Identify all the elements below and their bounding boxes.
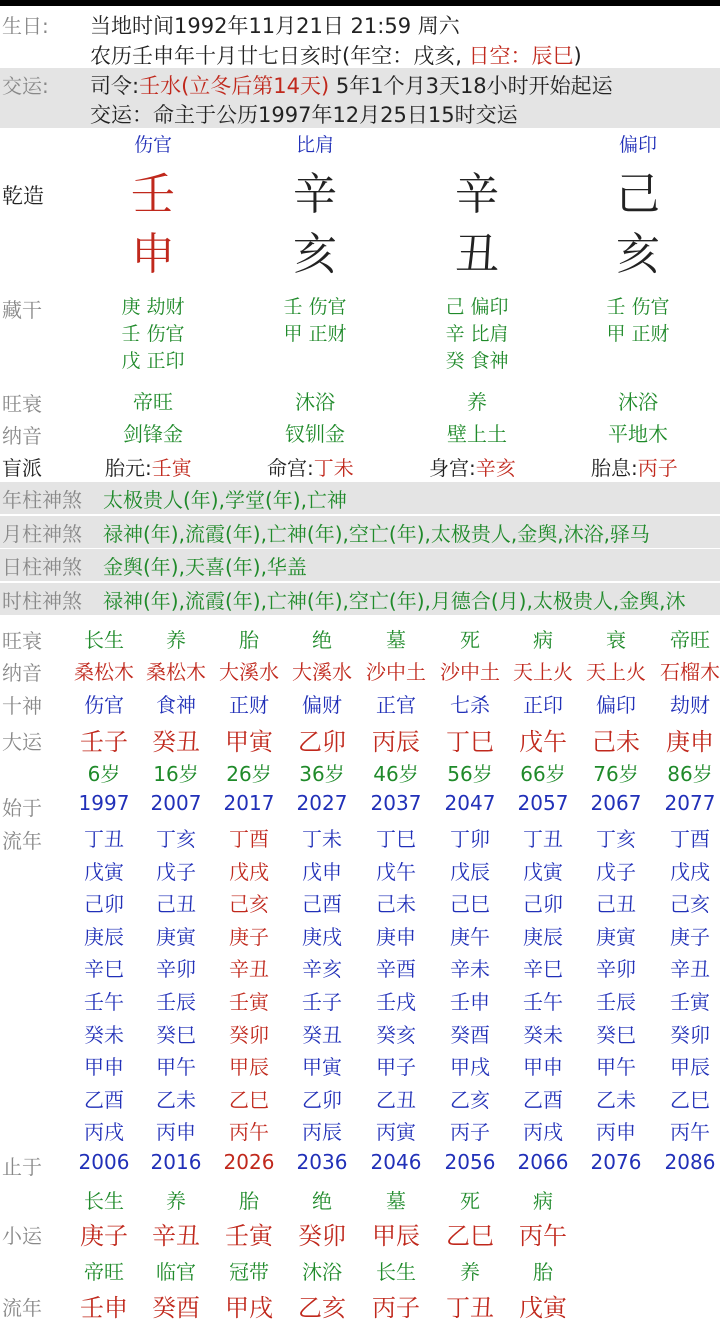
- dayun-pillar: 癸丑: [152, 728, 200, 756]
- liunian-cell[interactable]: 己卯: [84, 892, 124, 917]
- liunian-cell[interactable]: 乙酉: [84, 1087, 124, 1112]
- liunian-cell[interactable]: 丙辰: [302, 1120, 342, 1145]
- siling: [90, 70, 613, 100]
- nayin-label: 纳音: [2, 424, 42, 448]
- dayun-end-year: 2016: [150, 1150, 202, 1174]
- liunian-cell[interactable]: 癸亥: [376, 1022, 416, 1047]
- liunian-cell[interactable]: 癸巳: [156, 1022, 196, 1047]
- dayun-state-label: 旺衰: [2, 629, 42, 653]
- pillar-state: 帝旺: [133, 390, 173, 414]
- local-time: 当地时间1992年11月21日 21:59 周六: [90, 14, 460, 38]
- dayun-pillar: 乙卯: [298, 728, 346, 756]
- xiaoyun-state-top: 长生: [84, 1189, 124, 1213]
- dayun-state: 衰: [606, 628, 626, 652]
- shensha-label: 年柱神煞: [2, 488, 82, 512]
- dayun-god: 偏印: [596, 693, 636, 717]
- dayun-nayin: 沙中土: [366, 660, 426, 684]
- liunian-cell[interactable]: 甲午: [596, 1055, 636, 1080]
- blind-value: 壬寅: [151, 456, 192, 480]
- xiaoyun-year: 壬申: [80, 1294, 128, 1322]
- dayun-age: 76岁: [593, 762, 639, 786]
- liunian-cell[interactable]: 甲辰: [670, 1055, 710, 1080]
- shensha-text: 禄神(年),流霞(年),亡神(年),空亡(年),太极贵人,金舆,沐浴,驿马: [103, 521, 650, 546]
- dayun-pillar: 甲寅: [225, 728, 273, 756]
- dayun-god: 正印: [523, 693, 563, 717]
- dayun-pillar: 丁巳: [446, 728, 494, 756]
- dayun-age: 6岁: [87, 762, 121, 786]
- blind-label: 盲派: [2, 456, 42, 480]
- xiaoyun-pillar: 辛丑: [152, 1222, 200, 1250]
- xiaoyun-state-top: 墓: [386, 1189, 406, 1213]
- birth-info: [0, 6, 720, 68]
- dayun-state: 病: [533, 628, 553, 652]
- liunian-cell[interactable]: 壬午: [84, 990, 124, 1014]
- liunian-cell[interactable]: 丁卯: [450, 827, 490, 851]
- hidden-stem: 辛 比肩: [445, 323, 509, 345]
- liunian-cell[interactable]: 戊寅: [523, 859, 563, 884]
- liunian-cell[interactable]: 庚戌: [302, 924, 342, 949]
- xiaoyun-state-top: 绝: [312, 1189, 332, 1213]
- pillar-nayin: 剑锋金: [123, 422, 183, 446]
- liunian-cell[interactable]: 辛丑: [670, 957, 710, 982]
- xiaoyun-label: 小运: [2, 1224, 42, 1248]
- xiaoyun-year: 戊寅: [519, 1294, 567, 1322]
- dayun-nayin: 沙中土: [440, 660, 500, 684]
- liunian-cell[interactable]: 辛丑: [229, 957, 269, 982]
- liunian-cell[interactable]: 辛未: [450, 957, 490, 982]
- pillar-state: 沐浴: [295, 390, 335, 414]
- blind-value: 丙子: [637, 456, 678, 480]
- liunian-cell[interactable]: 丙午: [670, 1120, 710, 1145]
- liunian-cell[interactable]: 癸巳: [596, 1022, 636, 1047]
- ten-god-label: 伤官: [133, 134, 172, 156]
- xiaoyun-state-bottom: 帝旺: [84, 1260, 124, 1284]
- dayun-pillar: 庚申: [666, 728, 714, 756]
- liunian-cell[interactable]: 庚寅: [156, 924, 196, 949]
- siling-suffix: 5年1个月3天18小时开始起运: [329, 74, 613, 98]
- hidden-stem: 癸 食神: [445, 350, 509, 372]
- dayun-state: 长生: [84, 628, 124, 652]
- liunian-cell[interactable]: 己亥: [229, 892, 269, 917]
- xiaoyun-state-bottom: 养: [460, 1260, 480, 1284]
- liunian-cell[interactable]: 己亥: [670, 892, 710, 917]
- liunian-cell[interactable]: 壬戌: [376, 990, 416, 1014]
- ten-god-label: 偏印: [618, 134, 657, 156]
- liunian-cell[interactable]: 甲子: [376, 1055, 416, 1080]
- dayun-end-year: 2036: [296, 1150, 348, 1174]
- liunian-cell[interactable]: 庚辰: [523, 924, 563, 949]
- liunian-cell[interactable]: 癸卯: [670, 1022, 710, 1047]
- shensha-label: 月柱神煞: [2, 521, 82, 546]
- blind-item: [267, 452, 354, 481]
- shensha-text: 禄神(年),流霞(年),亡神(年),空亡(年),月德合(月),太极贵人,金舆,沐: [103, 588, 686, 613]
- lunar-prefix: 农历壬申年十月廿七日亥时(年空：戌亥,: [90, 44, 469, 68]
- hidden-stem: 甲 正财: [283, 323, 347, 345]
- liunian-cell[interactable]: 戊午: [376, 859, 416, 884]
- dayun-nayin: 天上火: [513, 660, 573, 684]
- blind-key: 身宫:: [429, 456, 476, 480]
- xiaoyun-pillar: 壬寅: [225, 1222, 273, 1250]
- xiaoyun-pillar: 癸卯: [298, 1222, 346, 1250]
- dayun-state: 养: [166, 628, 186, 652]
- luck-label: 交运:: [2, 74, 49, 98]
- liunian-cell[interactable]: 丁巳: [376, 827, 416, 851]
- liunian-cell[interactable]: 乙酉: [523, 1087, 563, 1112]
- liunian-cell[interactable]: 丙午: [229, 1120, 269, 1145]
- pillar-nayin: 壁上土: [447, 422, 507, 446]
- liunian-cell[interactable]: 戊戌: [229, 859, 269, 884]
- dayun-nayin: 桑松木: [74, 660, 134, 684]
- liunian-cell[interactable]: 庚寅: [596, 924, 636, 949]
- liunian-cell[interactable]: 丁丑: [84, 827, 124, 851]
- xiaoyun-year: 甲戌: [225, 1294, 273, 1322]
- ten-god-label: 比肩: [295, 134, 334, 156]
- dayun-god-label: 十神: [2, 694, 42, 718]
- liunian-cell[interactable]: 乙巳: [670, 1087, 710, 1112]
- blind-item: [591, 452, 678, 481]
- dayun-state: 胎: [239, 628, 259, 652]
- dayun-end-year: 2076: [590, 1150, 642, 1174]
- shensha-row: [0, 516, 720, 548]
- lunar-suffix: ): [573, 44, 582, 68]
- dayun-pillar: 壬子: [80, 728, 128, 756]
- dayun-god: 食神: [156, 693, 196, 717]
- shensha-text: 太极贵人(年),学堂(年),亡神: [103, 488, 347, 512]
- liunian-cell[interactable]: 丙子: [450, 1120, 490, 1145]
- dayun-start-year: 1997: [78, 791, 130, 815]
- dayun-start-year: 2027: [296, 791, 348, 815]
- dayun-liunian-label: 流年: [2, 829, 42, 853]
- liunian-cell[interactable]: 戊辰: [450, 859, 490, 884]
- liunian-cell[interactable]: 庚子: [670, 924, 710, 949]
- dayun-god: 七杀: [450, 693, 490, 717]
- liunian-cell[interactable]: 丙申: [156, 1120, 196, 1145]
- dayun-end-year: 2046: [370, 1150, 422, 1174]
- shensha-row: [0, 583, 720, 615]
- liunian-cell[interactable]: 辛亥: [302, 957, 342, 982]
- liunian-cell[interactable]: 癸丑: [302, 1022, 342, 1047]
- liunian-cell[interactable]: 癸卯: [229, 1022, 269, 1047]
- dayun-nayin: 大溪水: [292, 660, 352, 684]
- hidden-stem: 壬 伤官: [283, 296, 347, 318]
- liunian-cell[interactable]: 乙未: [156, 1087, 196, 1112]
- liunian-cell[interactable]: 甲申: [84, 1055, 124, 1080]
- dayun-state: 死: [460, 628, 480, 652]
- liunian-cell[interactable]: 乙巳: [229, 1087, 269, 1112]
- dayun-pillar: 戊午: [519, 728, 567, 756]
- xiaoyun-pillar: 庚子: [80, 1222, 128, 1250]
- dayun-god: 劫财: [670, 693, 710, 717]
- blind-value: 丁未: [313, 456, 354, 480]
- liunian-cell[interactable]: 癸酉: [450, 1022, 490, 1047]
- liunian-cell[interactable]: 戊子: [156, 859, 196, 884]
- pillar-nayin: 钗钏金: [285, 422, 345, 446]
- gender-label: 乾造: [2, 184, 44, 208]
- dayun-start-year: 2077: [664, 791, 716, 815]
- xiaoyun-state-bottom: 胎: [533, 1260, 553, 1284]
- liunian-cell[interactable]: 丙申: [596, 1120, 636, 1145]
- dayun-start-year: 2047: [444, 791, 496, 815]
- liunian-cell[interactable]: 戊子: [596, 859, 636, 884]
- luck-info: [0, 68, 720, 128]
- liunian-cell[interactable]: 丁丑: [523, 827, 563, 851]
- shensha-label: 日柱神煞: [2, 555, 82, 579]
- dayun-end-year: 2026: [223, 1150, 275, 1174]
- liunian-cell[interactable]: 己酉: [302, 892, 342, 917]
- liunian-cell[interactable]: 甲戌: [450, 1055, 490, 1080]
- liunian-cell[interactable]: 戊寅: [84, 859, 124, 884]
- dayun-god: 偏财: [302, 693, 342, 717]
- xiaoyun-state-top: 死: [460, 1189, 480, 1213]
- dayun-end-label: 止于: [2, 1155, 42, 1179]
- liunian-cell[interactable]: 丁未: [302, 827, 342, 851]
- xiaoyun-pillar: 甲辰: [372, 1222, 420, 1250]
- dayun-state: 墓: [386, 628, 406, 652]
- shensha-label: 时柱神煞: [2, 588, 82, 613]
- dayun-end-year: 2086: [664, 1150, 716, 1174]
- liunian-cell[interactable]: 庚申: [376, 924, 416, 949]
- dayun-age: 56岁: [447, 762, 493, 786]
- hidden-stem: 戊 正印: [121, 350, 185, 372]
- liunian-cell[interactable]: 壬辰: [156, 990, 196, 1014]
- day-void: 日空：辰巳: [468, 44, 574, 68]
- liunian-cell[interactable]: 丁亥: [156, 827, 196, 851]
- dayun-state: 绝: [312, 628, 332, 652]
- hidden-stem: 壬 伤官: [121, 323, 185, 345]
- shensha-row: [0, 549, 720, 581]
- xiaoyun-state-top: 养: [166, 1189, 186, 1213]
- liunian-cell[interactable]: 乙未: [596, 1087, 636, 1112]
- liunian-cell[interactable]: 丁酉: [670, 827, 710, 851]
- liunian-cell[interactable]: 壬申: [450, 990, 490, 1014]
- siling-prefix: 司令:: [90, 74, 140, 98]
- liunian-cell[interactable]: 丁酉: [229, 827, 269, 851]
- shensha-row: [0, 482, 720, 514]
- hidden-label: 藏干: [2, 298, 42, 322]
- earthly-branch: 申: [131, 229, 175, 280]
- lunar-date: [90, 40, 582, 70]
- liunian-cell[interactable]: 己丑: [596, 892, 636, 917]
- dayun-nayin: 石榴木: [660, 660, 720, 684]
- dayun-start-year: 2037: [370, 791, 422, 815]
- liunian-cell[interactable]: 庚子: [229, 924, 269, 949]
- liunian-cell[interactable]: 甲寅: [302, 1055, 342, 1080]
- liunian-cell[interactable]: 丙寅: [376, 1120, 416, 1145]
- liunian-cell[interactable]: 癸未: [523, 1022, 563, 1047]
- jiaoyun: 交运：命主于公历1997年12月25日15时交运: [90, 103, 518, 127]
- liunian-cell[interactable]: 庚辰: [84, 924, 124, 949]
- blind-item: [429, 452, 516, 481]
- blind-key: 胎元:: [105, 456, 152, 480]
- dayun-end-year: 2056: [444, 1150, 496, 1174]
- pillar-nayin: 平地木: [608, 422, 668, 446]
- xiaoyun-year: 癸酉: [152, 1294, 200, 1322]
- hidden-stem: 甲 正财: [606, 323, 670, 345]
- dayun-nayin: 大溪水: [219, 660, 279, 684]
- xiaoyun-year: 丁丑: [446, 1294, 494, 1322]
- liunian-cell[interactable]: 辛卯: [156, 957, 196, 982]
- liunian-cell[interactable]: 乙亥: [450, 1087, 490, 1112]
- dayun-end-year: 2066: [517, 1150, 569, 1174]
- dayun-age: 36岁: [299, 762, 345, 786]
- blind-key: 胎息:: [591, 456, 638, 480]
- liunian-cell[interactable]: 壬寅: [670, 990, 710, 1014]
- liunian-cell[interactable]: 甲辰: [229, 1055, 269, 1080]
- liunian-cell[interactable]: 戊申: [302, 859, 342, 884]
- dayun-god: 正财: [229, 693, 269, 717]
- liunian-cell[interactable]: 辛巳: [523, 957, 563, 982]
- pillar-state: 沐浴: [618, 390, 658, 414]
- liunian-cell[interactable]: 癸未: [84, 1022, 124, 1047]
- dayun-start-year: 2067: [590, 791, 642, 815]
- state-label: 旺衰: [2, 392, 42, 416]
- liunian-cell[interactable]: 壬寅: [229, 990, 269, 1014]
- liunian-cell[interactable]: 辛巳: [84, 957, 124, 982]
- heavenly-stem: 壬: [131, 169, 175, 220]
- dayun-start-year: 2007: [150, 791, 202, 815]
- dayun-age: 16岁: [153, 762, 199, 786]
- heavenly-stem: 辛: [293, 169, 337, 220]
- dayun-pillar-label: 大运: [2, 730, 42, 754]
- liunian-cell[interactable]: 壬辰: [596, 990, 636, 1014]
- xiaoyun-pillar: 丙午: [519, 1222, 567, 1250]
- dayun-end-year: 2006: [78, 1150, 130, 1174]
- dayun-nayin: 天上火: [586, 660, 646, 684]
- birth-label: 生日:: [2, 14, 49, 38]
- dayun-start-year: 2017: [223, 791, 275, 815]
- earthly-branch: 亥: [293, 229, 337, 280]
- xiaoyun-state-top: 病: [533, 1189, 553, 1213]
- xiaoyun-state-bottom: 临官: [156, 1260, 196, 1284]
- xiaoyun-year: 丙子: [372, 1294, 420, 1322]
- dayun-pillar: 丙辰: [372, 728, 420, 756]
- shensha-text: 金舆(年),天喜(年),华盖: [103, 555, 307, 579]
- xiaoyun-state-bottom: 长生: [376, 1260, 416, 1284]
- dayun-start-year: 2057: [517, 791, 569, 815]
- xiaoyun-state-top: 胎: [239, 1189, 259, 1213]
- dayun-god: 正官: [376, 693, 416, 717]
- liunian-cell[interactable]: 甲午: [156, 1055, 196, 1080]
- liunian-cell[interactable]: 辛酉: [376, 957, 416, 982]
- earthly-branch: 丑: [455, 229, 499, 280]
- liunian-cell[interactable]: 丙戌: [523, 1120, 563, 1145]
- xiaoyun-year: 乙亥: [298, 1294, 346, 1322]
- liunian-cell[interactable]: 乙卯: [302, 1087, 342, 1112]
- liunian-cell[interactable]: 己巳: [450, 892, 490, 917]
- dayun-nayin: 桑松木: [146, 660, 206, 684]
- heavenly-stem: 己: [616, 169, 660, 220]
- xiaoyun-pillar: 乙巳: [446, 1222, 494, 1250]
- liunian-cell[interactable]: 壬午: [523, 990, 563, 1014]
- liunian-cell[interactable]: 甲申: [523, 1055, 563, 1080]
- hidden-stem: 己 偏印: [445, 296, 509, 318]
- dayun-pillar: 己未: [592, 728, 640, 756]
- liunian-cell[interactable]: 己丑: [156, 892, 196, 917]
- hidden-stem: 壬 伤官: [606, 296, 670, 318]
- liunian-cell[interactable]: 戊戌: [670, 859, 710, 884]
- dayun-god: 伤官: [84, 693, 124, 717]
- blind-item: [105, 452, 192, 481]
- dayun-age: 46岁: [373, 762, 419, 786]
- liunian-cell[interactable]: 己卯: [523, 892, 563, 917]
- liunian-cell[interactable]: 丁亥: [596, 827, 636, 851]
- xiaoyun-liunian-label: 流年: [2, 1296, 42, 1320]
- earthly-branch: 亥: [616, 229, 660, 280]
- xiaoyun-state-bottom: 冠带: [229, 1260, 269, 1284]
- dayun-nayin-label: 纳音: [2, 661, 42, 685]
- pillar-state: 养: [467, 390, 487, 414]
- liunian-cell[interactable]: 乙丑: [376, 1087, 416, 1112]
- dayun-age: 26岁: [226, 762, 272, 786]
- xiaoyun-state-bottom: 沐浴: [302, 1260, 342, 1284]
- dayun-age: 66岁: [520, 762, 566, 786]
- heavenly-stem: 辛: [455, 169, 499, 220]
- siling-value: 壬水(立冬后第14天): [139, 74, 330, 98]
- dayun-age: 86岁: [667, 762, 713, 786]
- dayun-start-label: 始于: [2, 796, 42, 820]
- blind-value: 辛亥: [475, 456, 516, 480]
- hidden-stem: 庚 劫财: [121, 296, 185, 318]
- liunian-cell[interactable]: 庚午: [450, 924, 490, 949]
- dayun-state: 帝旺: [670, 628, 710, 652]
- liunian-cell[interactable]: 辛卯: [596, 957, 636, 982]
- liunian-cell[interactable]: 己未: [376, 892, 416, 917]
- liunian-cell[interactable]: 丙戌: [84, 1120, 124, 1145]
- liunian-cell[interactable]: 壬子: [302, 990, 342, 1014]
- blind-key: 命宫:: [267, 456, 314, 480]
